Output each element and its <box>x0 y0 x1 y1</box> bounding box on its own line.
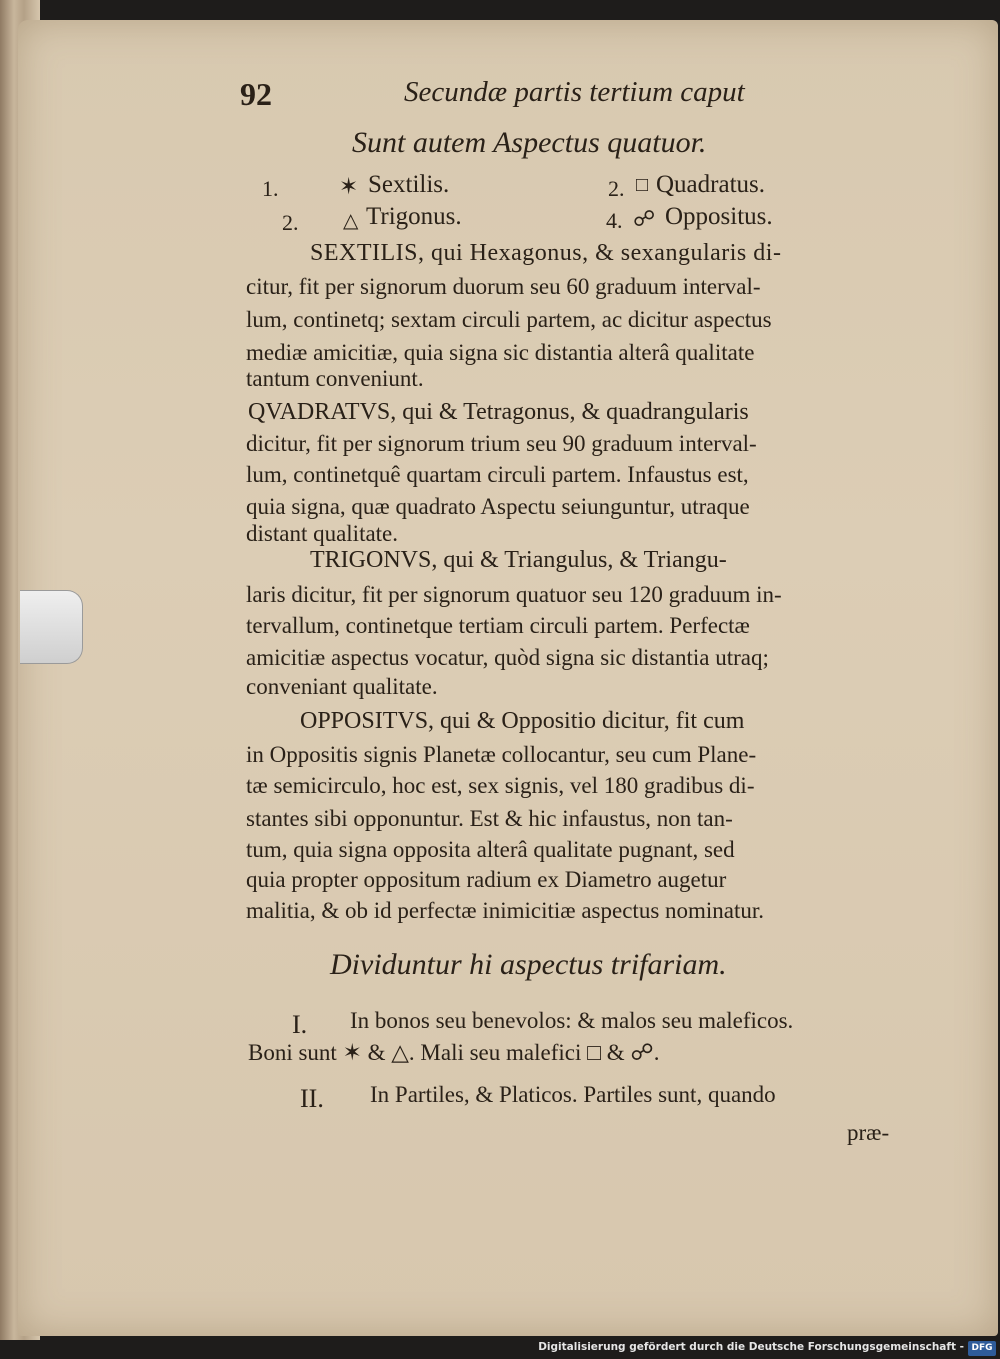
division-text-1b: Boni sunt ✶ & △. Mali seu malefici □ & ☍. <box>248 1040 660 1065</box>
heading-division: Dividuntur hi aspectus trifariam. <box>330 948 727 981</box>
text-line: in Oppositis signis Planetæ collocantur, seu cum Plane- <box>246 742 757 767</box>
text-line: amicitiæ aspectus vocatur, quòd signa sic distantia utraq; <box>246 645 769 670</box>
division-number-1: I. <box>292 1010 308 1039</box>
text-line: quia signa, quæ quadrato Aspectu seiunguntur, utraque <box>246 494 750 519</box>
text-line: TRIGONVS, qui & Triangulus, & Triangu- <box>310 547 727 573</box>
text-line: conveniant qualitate. <box>246 674 438 699</box>
page-clip <box>20 590 83 664</box>
aspect-name-4: Oppositus. <box>665 203 773 230</box>
catchword: præ- <box>847 1120 890 1145</box>
aspect-name-2: Quadratus. <box>656 171 765 198</box>
text-line: malitia, & ob id perfectæ inimicitiæ aspectus nominatur. <box>246 898 765 923</box>
text-line: tantum conveniunt. <box>246 366 424 391</box>
text-line: quia propter oppositum radium ex Diametro augetur <box>246 867 727 892</box>
sextile-symbol-icon: ✶ <box>339 174 359 199</box>
heading-aspects: Sunt autem Aspectus quatuor. <box>352 126 707 159</box>
aspect-num-1: 1. <box>262 176 279 201</box>
text-line: SEXTILIS, qui Hexagonus, & sexangularis di- <box>310 240 782 266</box>
division-text-2a: In Partiles, & Platicos. Partiles sunt, quando <box>370 1082 776 1107</box>
square-symbol-icon: □ <box>636 174 649 196</box>
text-line: laris dicitur, fit per signorum quatuor seu 120 graduum in- <box>246 582 782 607</box>
footer-credit: Digitalisierung gefördert durch die Deutsche Forschungsgemeinschaft - <box>538 1341 964 1353</box>
opposition-symbol-icon: ☍ <box>633 206 656 231</box>
text-line: stantes sibi opponuntur. Est & hic infaustus, non tan- <box>246 806 733 831</box>
text-line: citur, fit per signorum duorum seu 60 graduum interval- <box>246 274 761 299</box>
aspect-num-4: 4. <box>606 208 623 233</box>
aspect-name-3: Trigonus. <box>366 203 462 230</box>
page-number: 92 <box>240 76 272 112</box>
running-head: Secundæ partis tertium caput <box>404 76 745 108</box>
text-line: OPPOSITVS, qui & Oppositio dicitur, fit cum <box>300 708 745 734</box>
division-text-1a: In bonos seu benevolos: & malos seu maleficos. <box>350 1008 794 1033</box>
aspect-num-3: 2. <box>282 210 299 235</box>
aspect-name-1: Sextilis. <box>368 171 450 198</box>
text-line: dicitur, fit per signorum trium seu 90 graduum interval- <box>246 431 757 456</box>
text-line: distant qualitate. <box>246 521 399 546</box>
text-line: tum, quia signa opposita alterâ qualitate pugnant, sed <box>246 837 735 862</box>
text-line: QVADRATVS, qui & Tetragonus, & quadrangularis <box>248 399 749 425</box>
trine-symbol-icon: △ <box>343 210 359 232</box>
text-line: lum, continetq; sextam circuli partem, ac dicitur aspectus <box>246 307 772 332</box>
aspect-num-2: 2. <box>608 176 625 201</box>
text-line: mediæ amicitiæ, quia signa sic distantia alterâ qualitate <box>246 340 755 365</box>
text-line: tæ semicirculo, hoc est, sex signis, vel 180 gradibus di- <box>246 773 755 798</box>
dfg-logo: DFG <box>968 1341 996 1356</box>
division-number-2: II. <box>300 1084 324 1113</box>
text-line: lum, continetquê quartam circuli partem. Infaustus est, <box>246 462 749 487</box>
text-line: tervallum, continetque tertiam circuli partem. Perfectæ <box>246 613 750 638</box>
